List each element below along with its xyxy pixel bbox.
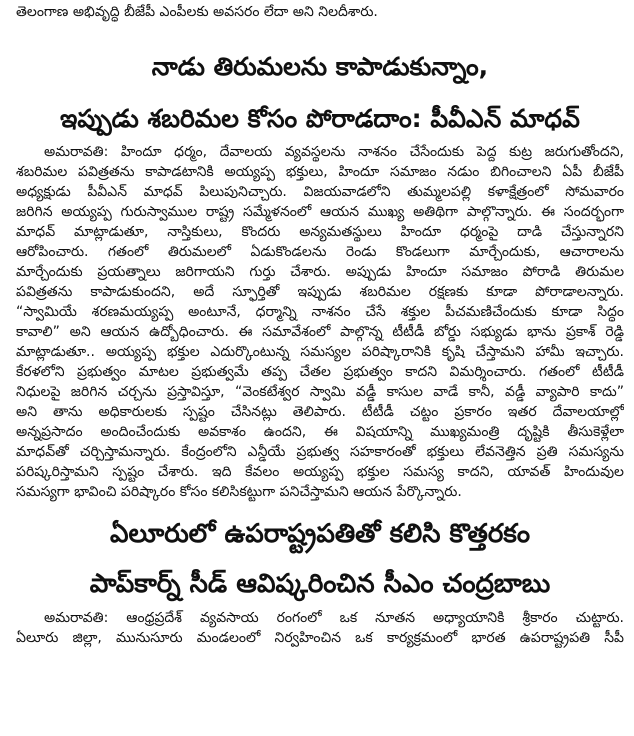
article1-line: “స్వామియే శరణమయ్యప్ప అంటూనే, ధర్మాన్ని నాశనం చేసే శక్తుల పీచమణిచేందుకు కూడా సిద్ధం: [16, 304, 624, 320]
article1-line: శబరిమల పవిత్రతను కాపాడటానికి అయ్యప్ప భక్తులు, హిందూ సమాజం నడుం బిగించాలని ఏపీ బీజేపీ: [16, 164, 624, 180]
article1-line: కావాలి” అని ఆయన ఉద్బోధించారు. ఈ సమావేశంలో పాల్గొన్న టీటీడీ బోర్డు సభ్యుడు భాను ప్రకాశ్ రెడ్డి: [16, 324, 624, 340]
article1-line: కేరళలోని ప్రభుత్వం మాటల ప్రభుత్వమే తప్ప చేతల ప్రభుత్వం కాదని విమర్శించారు. గతంలో టీటీడీ: [16, 364, 624, 380]
article1-headline-line2: ఇప్పుడు శబరిమల కోసం పోరాడదాం: పీవీఎన్ మాధవ్: [60, 104, 580, 133]
article1-body: [16, 142, 624, 502]
article2-body: [16, 608, 624, 648]
article1-line: మాట్లాడుతూ.. అయ్యప్ప భక్తుల ఎదుర్కొంటున్న సమస్యల పరిష్కారానికి కృషి చేస్తామని హామీ ఇచ్చారు.: [16, 344, 624, 360]
article1-line: పవిత్రతను కాపాడుకుందని, అదే స్ఫూర్తితో ఇప్పుడు శబరిమల రక్షణకు కూడా పోరాడాలన్నారు.: [16, 284, 624, 300]
previous-article-closing-line: తెలంగాణ అభివృద్ధి బీజేపీ ఎంపీలకు అవసరం లేదా అని నిలదీశారు.: [16, 4, 378, 20]
article1-line: అన్నప్రసాదం అందించేందుకు అవకాశం ఉందని, ఈ విషయాన్ని ముఖ్యమంత్రి దృష్టికి తీసుకెళ్లేలా: [16, 424, 624, 440]
article2-line: ఏలూరు జిల్లా, మునుసూరు మండలంలో నిర్వహించిన ఒక కార్యక్రమంలో భారత ఉపరాష్ట్రపతి సీపీ: [16, 630, 624, 646]
article1-line: అమరావతి: హిందూ ధర్మం, దేవాలయ వ్యవస్థలను నాశనం చేసేందుకు పెద్ద కుట్ర జరుగుతోందని,: [44, 144, 624, 160]
article1-headline-line1: నాడు తిరుమలను కాపాడుకున్నాం,: [151, 52, 489, 81]
article1-line: మార్చేందుకు ప్రయత్నాలు జరిగాయని గుర్తు చేశారు. అప్పుడు హిందూ సమాజం పోరాడి తిరుమల: [16, 264, 624, 280]
article1-line: ఆరోపించారు. గతంలో తిరుమలలో ఏడుకొండలను రెండు కొండలుగా మార్చేందుకు, ఆచారాలను: [16, 244, 624, 260]
article2-headline-line1: ఏలూరులో ఉపరాష్ట్రపతితో కలిసి కొత్తరకం: [109, 519, 530, 549]
article1-line: అని తాను అధికారులకు స్పష్టం చేసినట్లు తెలిపారు. టీటీడీ చట్టం ప్రకారం ఇతర దేవాలయాల్లో: [16, 404, 624, 420]
article1-line: జరిగిన అయ్యప్ప గురుస్వాముల రాష్ట్ర సమ్మేళనంలో ఆయన ముఖ్య అతిథిగా పాల్గొన్నారు. ఈ సందర్భంగా: [16, 204, 624, 220]
article1-line: అధ్యక్షుడు పీవీఎన్ మాధవ్ పిలుపునిచ్చారు. విజయవాడలోని తుమ్మలపల్లి కళాక్షేత్రంలో సోమవారం: [16, 184, 624, 200]
article1-line: సమస్యగా భావించి పరిష్కారం కోసం కలిసికట్టుగా పనిచేస్తామని ఆయన పేర్కొన్నారు.: [16, 484, 462, 500]
article1-line: పరిష్కరిస్తామని స్పష్టం చేశారు. ఇది కేవలం అయ్యప్ప భక్తుల సమస్య కాదని, యావత్ హిందువుల: [16, 464, 624, 480]
article1-line: మాధవ్‌తో చర్చిస్తామన్నారు. కేంద్రంలోని ఎన్డీయే ప్రభుత్వ సహకారంతో భక్తులు లేవనెత్తిన ప్రతి సమస్యను: [16, 444, 624, 460]
article2-line: అమరావతి: ఆంధ్రప్రదేశ్ వ్యవసాయ రంగంలో ఒక నూతన అధ్యాయానికి శ్రీకారం చుట్టారు.: [44, 610, 624, 626]
article2-headline-line2: పాప్‌కార్న్ సీడ్ ఆవిష్కరించిన సీఎం చంద్రబాబు: [89, 569, 551, 599]
article-popcorn-seed-launch: [16, 512, 624, 648]
article1-line: నిధులపై జరిగిన చర్చను ప్రస్తావిస్తూ, “వెంకటేశ్వర స్వామి వడ్డీ కాసుల వాడే కానీ, వడ్డీ వ్యాపారి కాదు”: [16, 384, 624, 400]
article1-line: మాధవ్ మాట్లాడుతూ, నాస్తికులు, కొందరు అన్యమతస్థులు హిందూ ధర్మంపై దాడి చేస్తున్నారని: [16, 224, 624, 240]
article-tirumala-sabarimala: [16, 46, 624, 502]
